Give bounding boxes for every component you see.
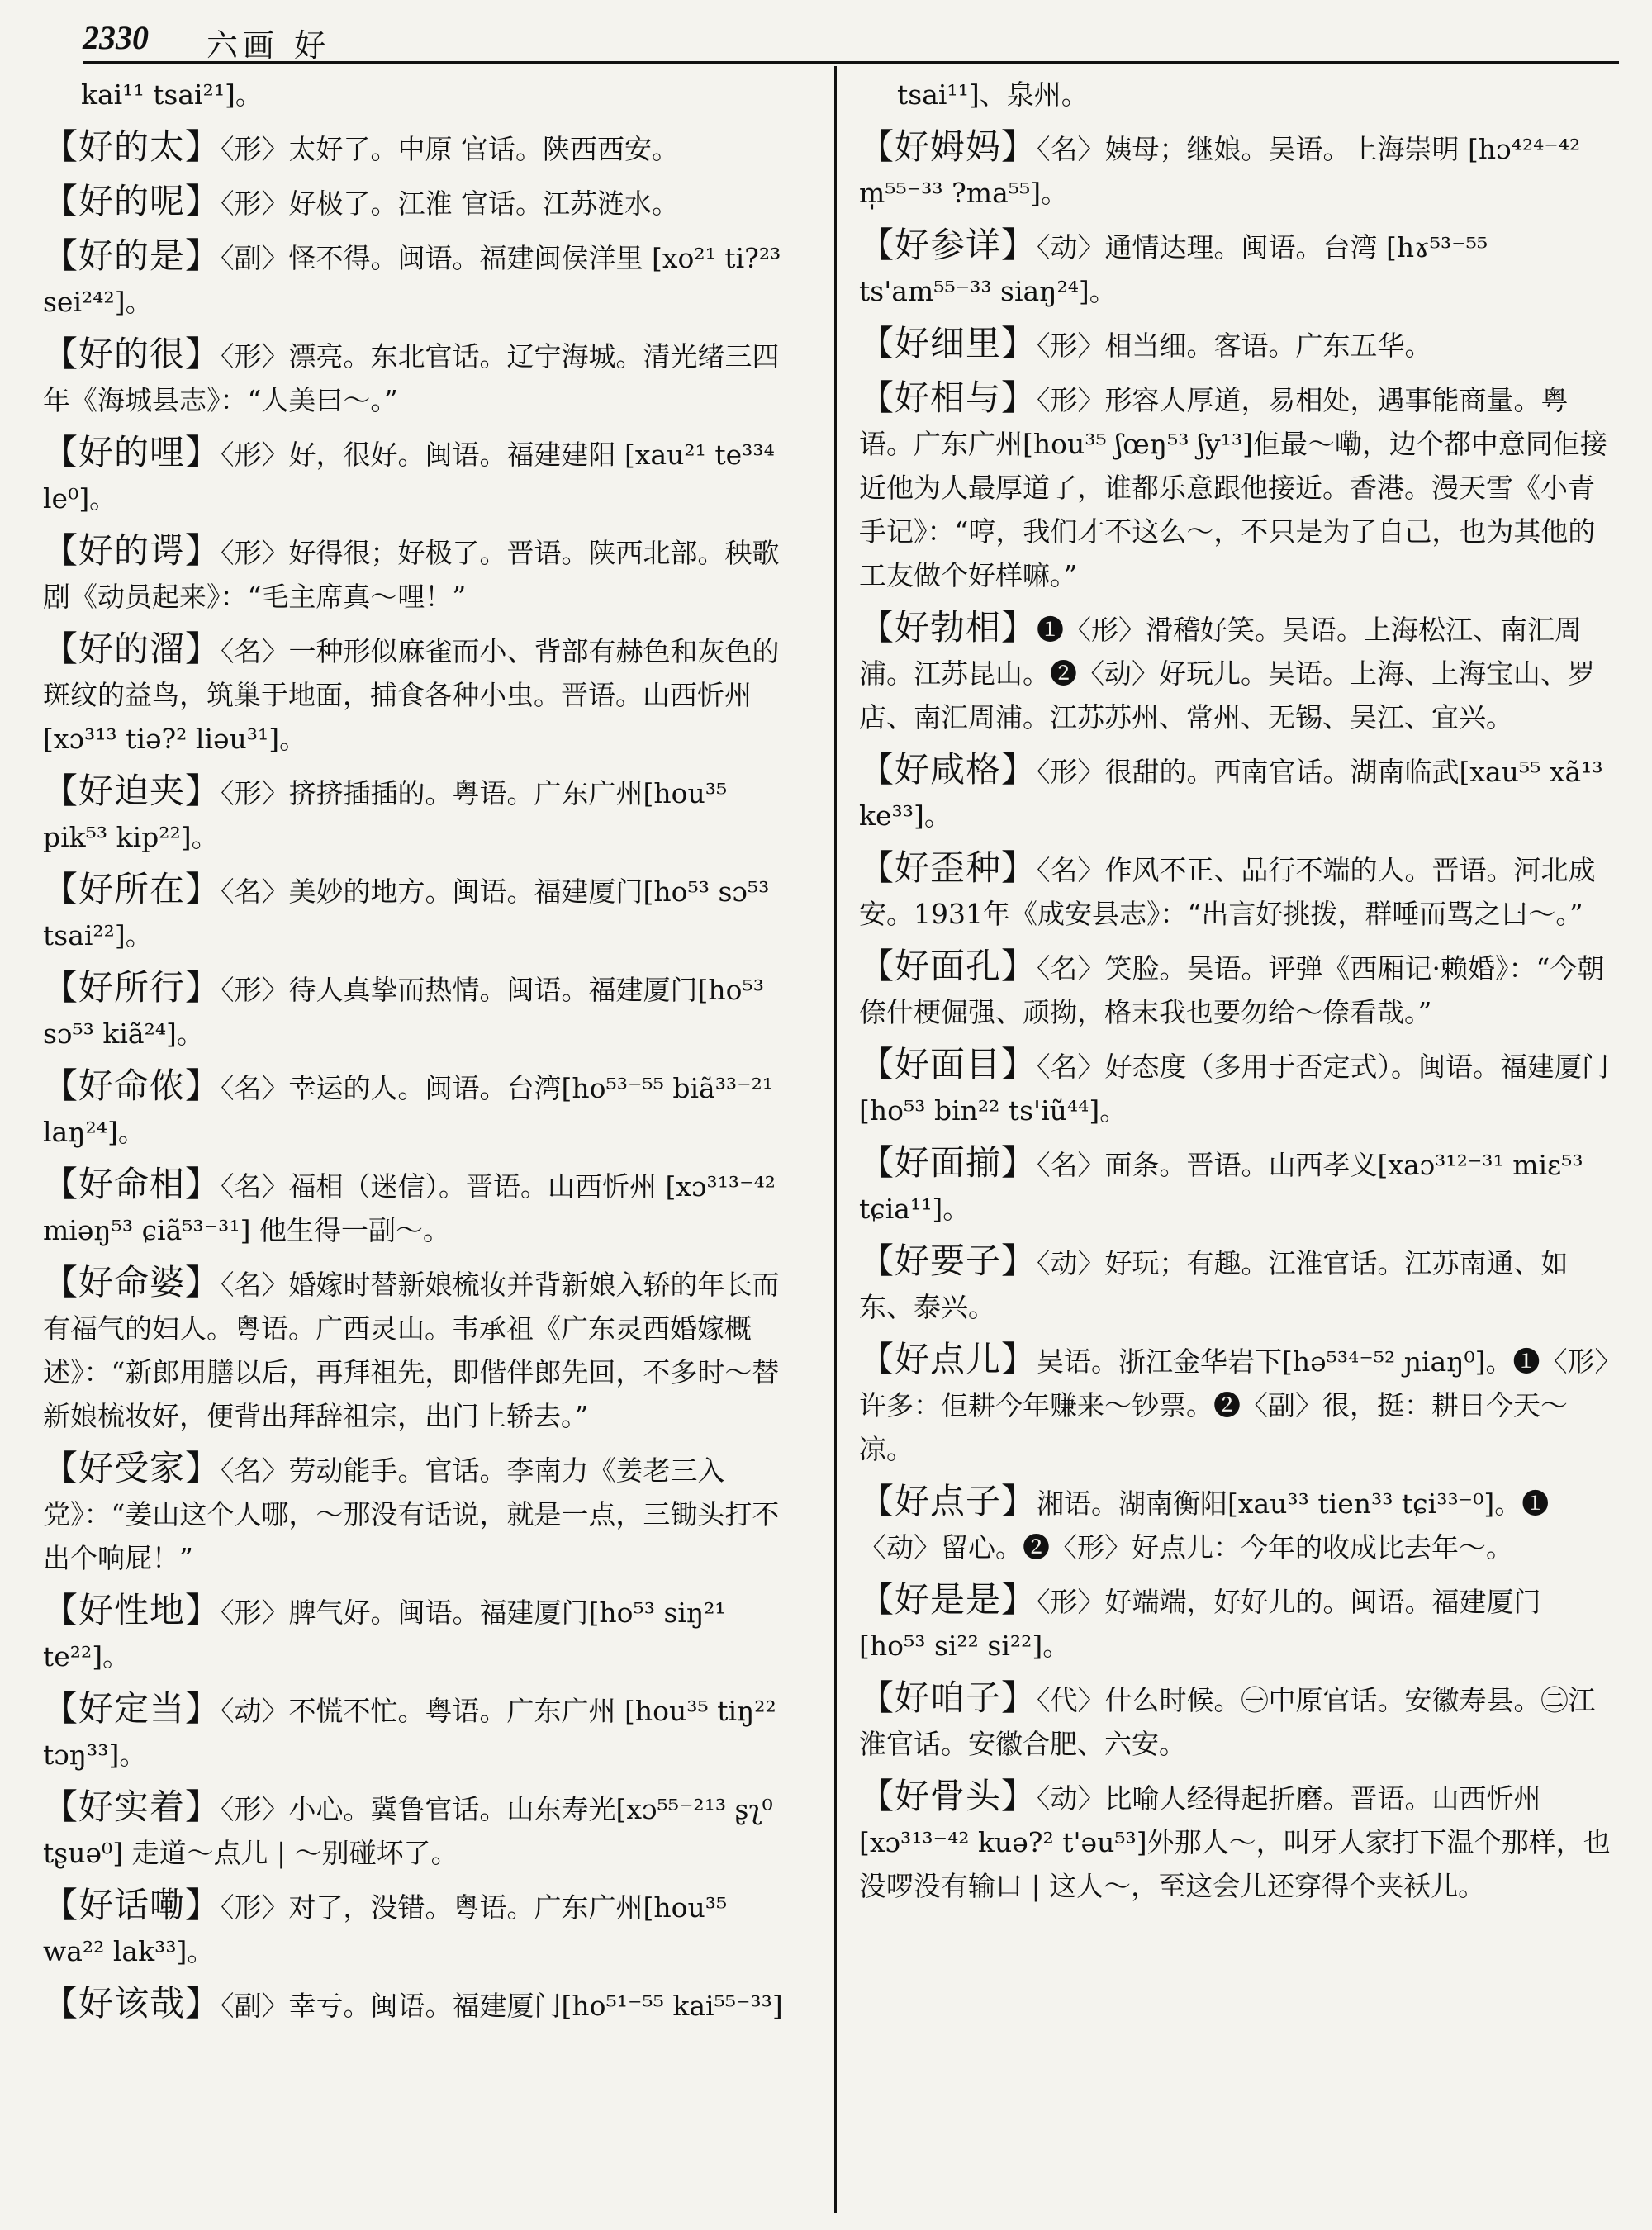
entry-headword: 【好咸格】 <box>859 749 1037 790</box>
entry-headword: 【好相与】 <box>859 377 1037 418</box>
entry-definition: 〈形〉漂亮。东北官话。辽宁海城。清光绪三四年《海城县志》：“人美曰～。” <box>43 340 780 416</box>
entry-headword: 【好面目】 <box>859 1044 1037 1084</box>
entry-definition: 〈名〉婚嫁时替新娘梳妆并背新娘入轿的年长而有福气的妇人。粤语。广西灵山。韦承祖《广东灵西婚嫁概述》：“新郎用膳以后，再拜祖先，即偕伴郎先回，不多时～替新娘梳妆好，便背出拜辞祖宗，出门上轿去。” <box>43 1269 780 1432</box>
entry-headword: 【好参详】 <box>859 225 1037 265</box>
dictionary-entry <box>43 1064 795 1154</box>
entry-headword: 【好姆妈】 <box>859 126 1037 167</box>
dictionary-entry <box>859 125 1611 215</box>
entry-continuation <box>859 73 1611 116</box>
entry-definition: 〈副〉幸亏。闽语。福建厦门[ho⁵¹⁻⁵⁵ kai⁵⁵⁻³³] <box>221 1990 783 2022</box>
entry-headword: 【好话嘞】 <box>43 1885 221 1925</box>
entry-headword: 【好的哩】 <box>43 432 221 472</box>
entry-headword: 【好的太】 <box>43 126 221 167</box>
dictionary-entry <box>859 321 1611 368</box>
dictionary-entry <box>43 529 795 619</box>
entry-definition: 〈形〉对了，没错。粤语。广东广州[hou³⁵ wa²² lak³³]。 <box>43 1891 728 1967</box>
entry-definition: 〈形〉脾气好。闽语。福建厦门[ho⁵³ siŋ²¹ te²²]。 <box>43 1597 726 1672</box>
dictionary-entry <box>859 846 1611 936</box>
entry-definition: 〈动〉通情达理。闽语。台湾 [hɤ⁵³⁻⁵⁵ ts'am⁵⁵⁻³³ siaŋ²⁴]。 <box>859 231 1488 307</box>
dictionary-entry <box>43 430 795 520</box>
entry-headword: 【好面孔】 <box>859 946 1037 986</box>
entry-definition: 〈形〉待人真挚而热情。闽语。福建厦门[ho⁵³ sɔ⁵³ kiã²⁴]。 <box>43 974 764 1050</box>
entry-definition: 湘语。湖南衡阳[xau³³ tien³³ tɕi³³⁻⁰]。❶〈动〉留心。❷〈形〉好点儿：今年的收成比去年～。 <box>859 1487 1550 1563</box>
entry-definition: 〈名〉幸运的人。闽语。台湾[ho⁵³⁻⁵⁵ biã³³⁻²¹ laŋ²⁴]。 <box>43 1072 774 1148</box>
entry-definition: 〈形〉相当细。客语。广东五华。 <box>1037 330 1432 362</box>
dictionary-entry <box>859 1774 1611 1908</box>
entry-headword: 【好受家】 <box>43 1448 221 1488</box>
entry-definition: 〈副〉怪不得。闽语。福建闽侯洋里 [xo²¹ ti?²³ sei²⁴²]。 <box>43 242 781 318</box>
entry-headword: 【好点儿】 <box>859 1339 1037 1379</box>
dictionary-entry <box>43 179 795 225</box>
entry-headword: 【好面揃】 <box>859 1142 1037 1183</box>
entry-headword: 【好所在】 <box>43 869 221 909</box>
dictionary-entry <box>43 769 795 859</box>
entry-definition: 〈形〉挤挤插插的。粤语。广东广州[hou³⁵ pik⁵³ kip²²]。 <box>43 777 728 853</box>
dictionary-entry <box>43 1260 795 1438</box>
dictionary-entry <box>43 1588 795 1678</box>
entry-headword: 【好性地】 <box>43 1590 221 1630</box>
entry-definition: 〈名〉姨母；继娘。吴语。上海崇明 [hɔ⁴²⁴⁻⁴² m̩⁵⁵⁻³³ ?ma⁵⁵]。 <box>859 133 1581 209</box>
entry-headword: 【好所行】 <box>43 967 221 1008</box>
entry-headword: 【好命婆】 <box>43 1262 221 1302</box>
entry-headword: 【好的呢】 <box>43 181 221 221</box>
entry-headword: 【好命相】 <box>43 1164 221 1204</box>
entry-headword: 【好细里】 <box>859 323 1037 363</box>
entry-definition: 〈名〉好态度（多用于否定式）。闽语。福建厦门 [ho⁵³ bin²² ts'iũ⁴⁴]。 <box>859 1051 1610 1127</box>
dictionary-entry <box>859 376 1611 597</box>
dictionary-entry <box>43 1687 795 1777</box>
entry-definition: 〈名〉笑脸。吴语。评弹《西厢记·赖婚》：“今朝倷什梗倔强、顽拗，格末我也要勿给～倷看哉。” <box>859 952 1605 1028</box>
dictionary-entry <box>859 1578 1611 1668</box>
entry-definition: 〈形〉太好了。中原 官话。陕西西安。 <box>221 133 680 165</box>
dictionary-entry <box>859 1239 1611 1329</box>
entry-headword: 【好要子】 <box>859 1241 1037 1281</box>
dictionary-entry <box>43 867 795 957</box>
entry-definition: kai¹¹ tsai²¹]。 <box>81 78 263 111</box>
dictionary-entry <box>43 966 795 1056</box>
entry-headword: 【好歪种】 <box>859 847 1037 888</box>
entry-headword: 【好勃相】 <box>859 607 1037 648</box>
entry-definition: 〈名〉劳动能手。官话。李南力《姜老三入党》：“姜山这个人哪，～那没有话说，就是一点，三锄头打不出个响屁！” <box>43 1454 780 1574</box>
entry-definition: 〈动〉好玩；有趣。江淮官话。江苏南通、如东、泰兴。 <box>859 1247 1569 1323</box>
entry-headword: 【好该哉】 <box>43 1983 221 2024</box>
dictionary-entry <box>43 1162 795 1252</box>
dictionary-entry <box>859 1337 1611 1471</box>
left-column <box>43 73 795 2036</box>
running-head: 六画 好 <box>206 27 331 64</box>
entry-definition: 〈形〉形容人厚道，易相处，遇事能商量。粤语。广东广州[hou³⁵ ʃœŋ⁵³ ʃy¹³]佢最～嘞，边个都中意同佢接近他为人最厚道了，谁都乐意跟他接近。香港。漫天雪《小青手记》：“哼，我们才不这么～，不只是为了自己，也为其他的工友做个好样嘛。” <box>859 384 1607 591</box>
entry-headword: 【好的是】 <box>43 235 221 276</box>
entry-definition: 〈动〉比喻人经得起折磨。晋语。山西忻州 [xɔ³¹³⁻⁴² kuə?² t'əu⁵³]外那人～，叫牙人家打下温个那样，也没啰没有输口 | 这人～，至这会儿还穿得个夹袄儿。 <box>859 1782 1611 1902</box>
dictionary-entry <box>43 1883 795 1973</box>
dictionary-entry <box>859 223 1611 313</box>
dictionary-entry <box>43 1785 795 1875</box>
entry-definition: 〈形〉好极了。江淮 官话。江苏涟水。 <box>221 187 680 220</box>
entry-definition: 〈代〉什么时候。㊀中原官话。安徽寿县。㊁江淮官话。安徽合肥、六安。 <box>859 1684 1596 1760</box>
entry-headword: 【好定当】 <box>43 1688 221 1729</box>
dictionary-entry <box>859 605 1611 739</box>
dictionary-entry <box>859 944 1611 1034</box>
entry-headword: 【好点子】 <box>859 1481 1037 1521</box>
entry-headword: 【好的很】 <box>43 334 221 374</box>
entry-definition: ❶〈形〉滑稽好笑。吴语。上海松江、南汇周浦。江苏昆山。❷〈动〉好玩儿。吴语。上海、上海宝山、罗店、南汇周浦。江苏苏州、常州、无锡、吴江、宜兴。 <box>859 614 1595 733</box>
dictionary-entry <box>43 627 795 761</box>
entry-definition: 〈名〉作风不正、品行不端的人。晋语。河北成安。1931年《成安县志》：“出言好挑拨，群唾而骂之曰～。” <box>859 854 1596 930</box>
page-header <box>83 18 1619 64</box>
entry-headword: 【好骨头】 <box>859 1776 1037 1816</box>
entry-definition: 〈形〉好得很；好极了。晋语。陕西北部。秧歌剧《动员起来》：“毛主席真～哩！” <box>43 537 780 613</box>
entry-headword: 【好迫夹】 <box>43 771 221 811</box>
entry-definition: 〈形〉很甜的。西南官话。湖南临武[xau⁵⁵ xã¹³ ke³³]。 <box>859 756 1603 832</box>
dictionary-entry <box>43 1981 795 2028</box>
dictionary-entry <box>43 234 795 324</box>
entry-continuation <box>43 73 795 116</box>
entry-headword: 【好咱子】 <box>859 1677 1037 1718</box>
entry-definition: 吴语。浙江金华岩下[hə⁵³⁴⁻⁵² ɲiaŋ⁰]。❶〈形〉许多：佢耕今年赚来～钞票。❷〈副〉很，挺：耕日今天～凉。 <box>859 1345 1609 1465</box>
entry-definition: 〈名〉美妙的地方。闽语。福建厦门[ho⁵³ sɔ⁵³ tsai²²]。 <box>43 875 770 951</box>
page-number: 2330 <box>83 19 149 56</box>
entry-headword: 【好的谔】 <box>43 530 221 571</box>
entry-definition: tsai¹¹]、泉州。 <box>897 78 1089 111</box>
dictionary-entry <box>859 747 1611 837</box>
dictionary-entry <box>859 1676 1611 1766</box>
entry-definition: 〈名〉一种形似麻雀而小、背部有赫色和灰色的斑纹的益鸟，筑巢于地面，捕食各种小虫。晋语。山西忻州 [xɔ³¹³ tiə?² liəu³¹]。 <box>43 635 780 755</box>
dictionary-entry <box>859 1141 1611 1231</box>
dictionary-entry <box>859 1479 1611 1569</box>
entry-definition: 〈名〉福相（迷信）。晋语。山西忻州 [xɔ³¹³⁻⁴² miəŋ⁵³ ɕiã⁵³⁻³¹] 他生得一副～。 <box>43 1170 776 1246</box>
entry-definition: 〈形〉小心。冀鲁官话。山东寿光[xɔ⁵⁵⁻²¹³ ʂʅ⁰ tʂuə⁰] 走道～点儿 | ～别碰坏了。 <box>43 1793 773 1869</box>
dictionary-entry <box>43 1446 795 1580</box>
entry-definition: 〈形〉好端端，好好儿的。闽语。福建厦门 [ho⁵³ si²² si²²]。 <box>859 1586 1541 1662</box>
entry-headword: 【好是是】 <box>859 1579 1037 1620</box>
entry-headword: 【好命侬】 <box>43 1065 221 1106</box>
entry-definition: 〈动〉不慌不忙。粤语。广东广州 [hou³⁵ tiŋ²² tɔŋ³³]。 <box>43 1695 776 1771</box>
entry-headword: 【好实着】 <box>43 1786 221 1827</box>
entry-definition: 〈名〉面条。晋语。山西孝义[xaɔ³¹²⁻³¹ miɛ⁵³ tɕia¹¹]。 <box>859 1149 1583 1225</box>
right-column <box>859 73 1611 1916</box>
dictionary-entry <box>43 332 795 422</box>
dictionary-entry <box>43 125 795 171</box>
column-divider <box>834 66 837 2213</box>
entry-definition: 〈形〉好，很好。闽语。福建建阳 [xau²¹ te³³⁴ le⁰]。 <box>43 439 775 515</box>
entry-headword: 【好的溜】 <box>43 629 221 669</box>
dictionary-entry <box>859 1042 1611 1132</box>
